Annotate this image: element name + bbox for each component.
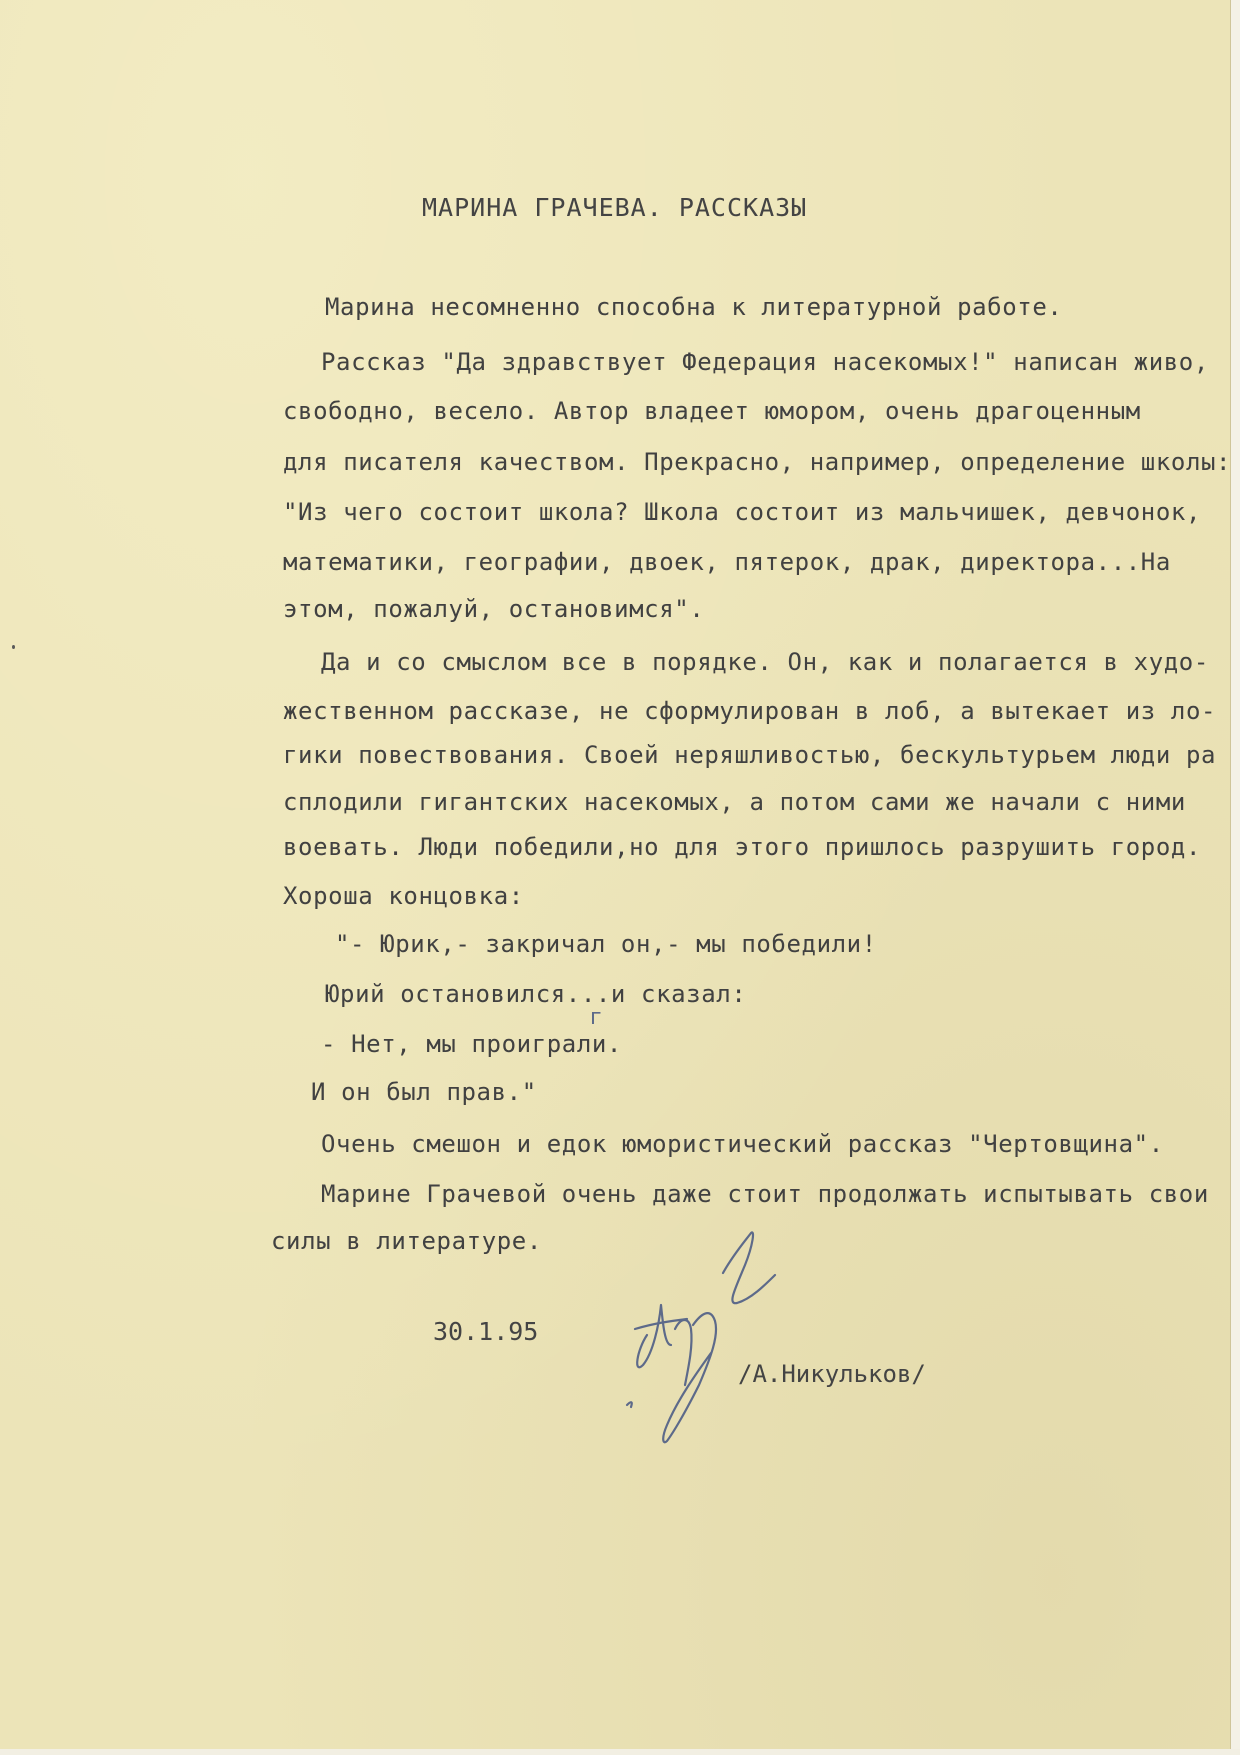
signature-icon	[615, 1225, 795, 1450]
text-line: Да и со смыслом все в порядке. Он, как и полагается в худо-	[321, 648, 1209, 676]
text-line: Марина несомненно способна к литературной работе.	[325, 293, 1063, 321]
page-edge	[1230, 0, 1240, 1755]
text-line: "- Юрик,- закричал он,- мы победили!	[335, 930, 877, 958]
text-line: И он был прав."	[311, 1078, 537, 1106]
text-line: Марине Грачевой очень даже стоит продолжать испытывать свои	[321, 1180, 1209, 1208]
page-edge-bottom	[0, 1749, 1240, 1755]
text-line: для писателя качеством. Прекрасно, например, определение школы:	[283, 448, 1232, 476]
text-line: Очень смешон и едок юмористический рассказ "Чертовщина".	[321, 1130, 1164, 1158]
document-date: 30.1.95	[433, 1317, 539, 1346]
text-line: математики, географии, двоек, пятерок, драк, директора...На	[283, 548, 1171, 576]
text-line: этом, пожалуй, остановимся".	[283, 595, 705, 623]
text-line: Хороша концовка:	[283, 882, 524, 910]
document-title: МАРИНА ГРАЧЕВА. РАССКАЗЫ	[422, 193, 808, 222]
text-line: "Из чего состоит школа? Школа состоит из мальчишек, девчонок,	[283, 498, 1202, 526]
handwritten-correction: г	[590, 1005, 602, 1030]
ink-speck	[12, 645, 15, 649]
text-line: свободно, весело. Автор владеет юмором, очень драгоценным	[283, 397, 1141, 425]
text-line: сплодили гигантских насекомых, а потом сами же начали с ними	[283, 788, 1186, 816]
text-line: Юрий остановился...и сказал:	[325, 980, 747, 1008]
text-line: гики повествования. Своей неряшливостью, бескультурьем люди ра	[283, 741, 1217, 769]
text-line: Рассказ "Да здравствует Федерация насекомых!" написан живо,	[321, 348, 1209, 376]
text-line: жественном рассказе, не сформулирован в лоб, а вытекает из ло-	[283, 697, 1217, 725]
text-line: - Нет, мы проиграли.	[321, 1030, 622, 1058]
author-name: /А.Никульков/	[738, 1360, 926, 1388]
text-line: силы в литературе.	[271, 1227, 542, 1255]
text-line: воевать. Люди победили,но для этого пришлось разрушить город.	[283, 833, 1202, 861]
